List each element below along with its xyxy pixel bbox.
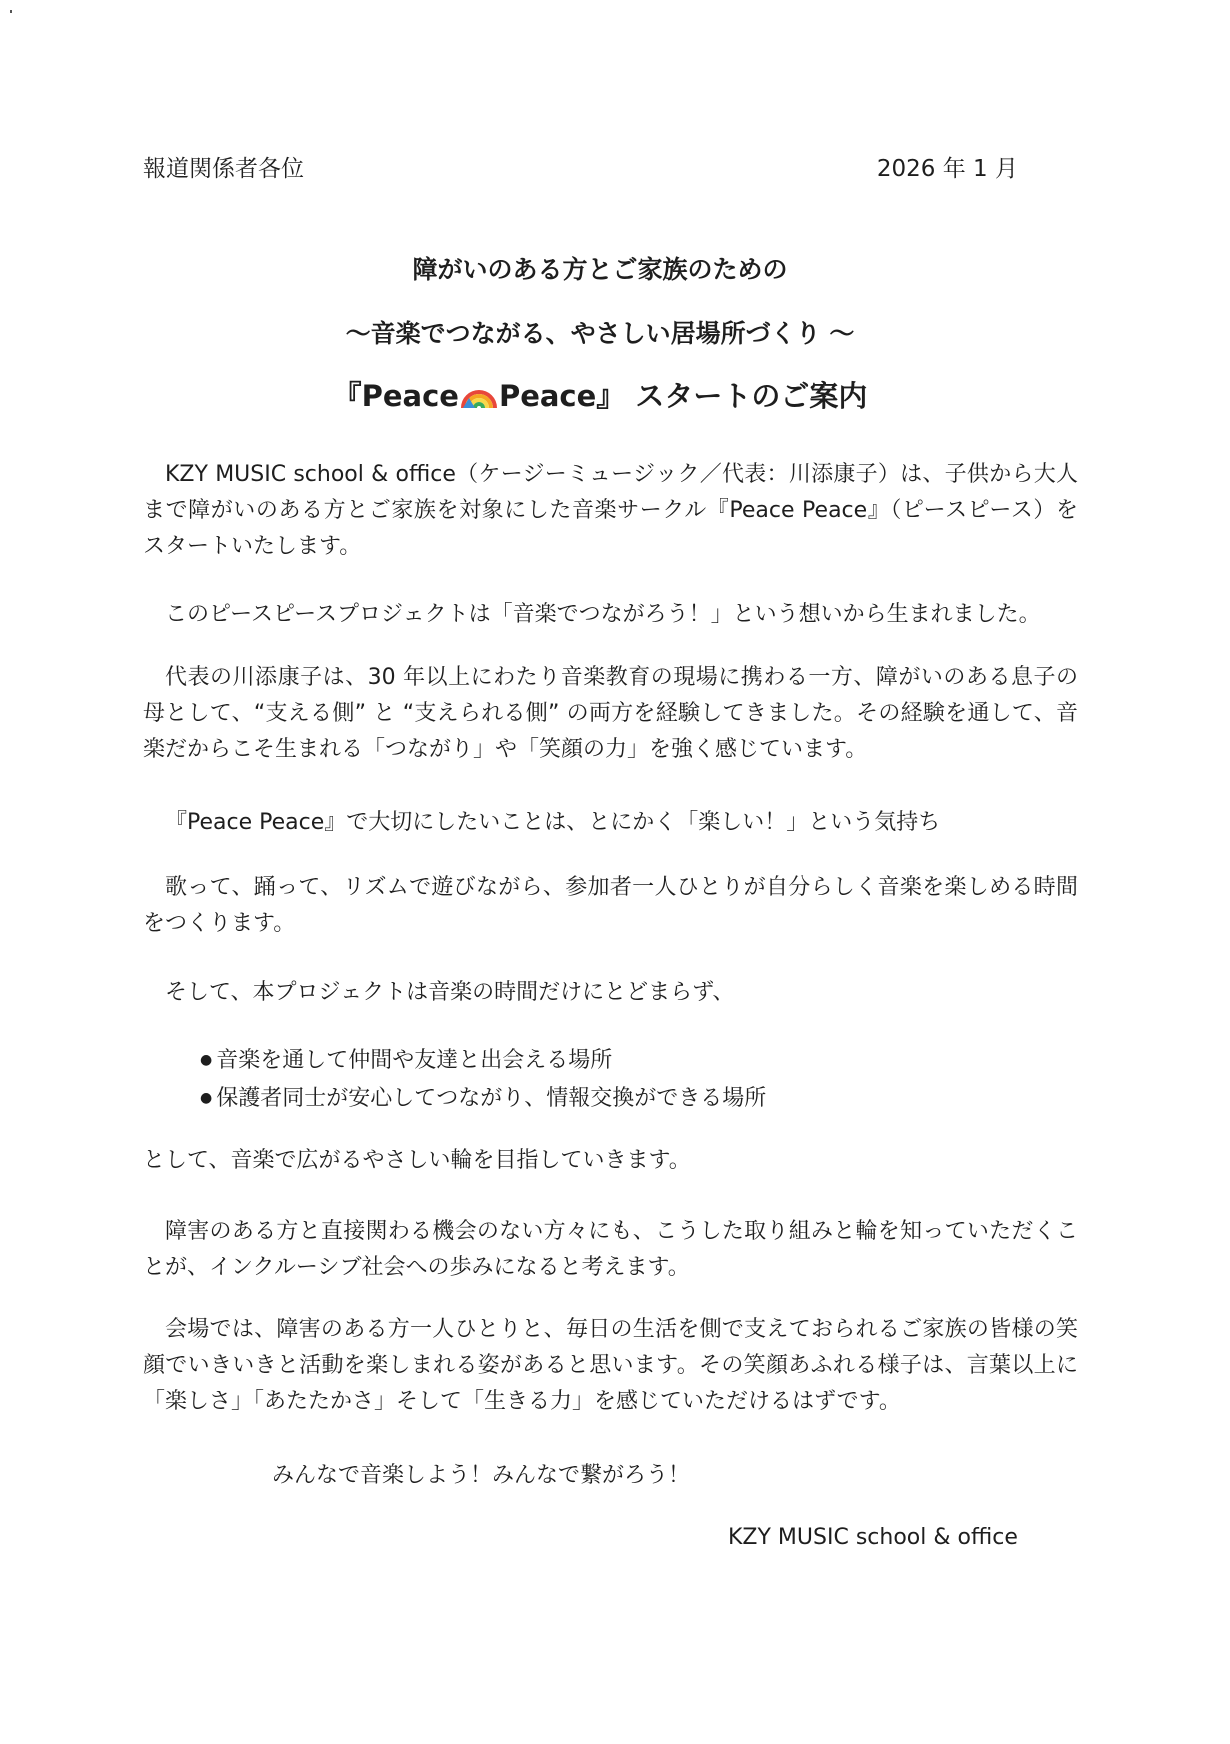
bullet-dot-icon: ● — [200, 1090, 213, 1106]
paragraph-venue: 会場では、障害のある方一人ひとりと、毎日の生活を側で支えておられるご家族の皆様の笑顔でいきいきと活動を楽しまれる姿があると思います。その笑顔あふれる様子は、言葉以上に「楽しさ」「あたたかさ」そして「生きる力」を感じていただけるはずです。 — [143, 1317, 1078, 1414]
list-item — [200, 1081, 766, 1112]
title-peace-left: 『Peace — [332, 379, 459, 413]
list-item-text: 音楽を通して仲間や友達と出会える場所 — [216, 1048, 613, 1073]
addressee: 報道関係者各位 — [143, 156, 304, 182]
title-start-announcement: スタートのご案内 — [625, 379, 868, 413]
paragraph-goal: 『Peace Peace』で大切にしたいことは、とにかく「楽しい！」という気持ち — [165, 810, 941, 835]
paragraph-activities: 歌って、踊って、リズムで遊びながら、参加者一人ひとりが自分らしく音楽を楽しめる時間をつくります。 — [143, 875, 1078, 936]
rainbow-icon — [461, 380, 497, 417]
title-line-3 — [0, 374, 1200, 417]
title-line-2: ～音楽でつながる、やさしい居場所づくり ～ — [345, 319, 855, 348]
bullet-dot-icon: ● — [200, 1052, 213, 1068]
paragraph-representative: 代表の川添康子は、30 年以上にわたり音楽教育の現場に携わる一方、障がいのある息子の母として、“支える側” と “支えられる側” の両方を経験してきました。その経験を通して、音楽だからこそ生まれる「つながり」や「笑顔の力」を強く感じています。 — [143, 665, 1078, 762]
scan-speck — [10, 10, 12, 13]
title-peace-right: Peace』 — [498, 379, 626, 413]
paragraph-origin: このピースピースプロジェクトは「音楽でつながろう！」という想いから生まれました。 — [165, 602, 1041, 627]
paragraph-inclusive: 障害のある方と直接関わる機会のない方々にも、こうした取り組みと輪を知っていただくことが、インクルーシブ社会への歩みになると考えます。 — [143, 1219, 1078, 1280]
signature: KZY MUSIC school & office — [728, 1525, 1018, 1550]
title-line-1: 障がいのある方とご家族のための — [412, 255, 788, 284]
document-date: 2026 年 1 月 — [876, 156, 1018, 182]
list-item-text: 保護者同士が安心してつながり、情報交換ができる場所 — [216, 1086, 767, 1111]
list-item — [200, 1043, 612, 1074]
paragraph-intro: KZY MUSIC school & office（ケージーミュージック／代表：川添康子）は、子供から大人まで障がいのある方とご家族を対象にした音楽サークル『Peace Peace』（ピースピース）をスタートいたします。 — [143, 462, 1078, 559]
closing-message: みんなで音楽しよう！みんなで繋がろう！ — [272, 1463, 691, 1488]
paragraph-circle: として、音楽で広がるやさしい輪を目指していきます。 — [143, 1148, 691, 1173]
paragraph-beyond-music: そして、本プロジェクトは音楽の時間だけにとどまらず、 — [165, 980, 735, 1005]
